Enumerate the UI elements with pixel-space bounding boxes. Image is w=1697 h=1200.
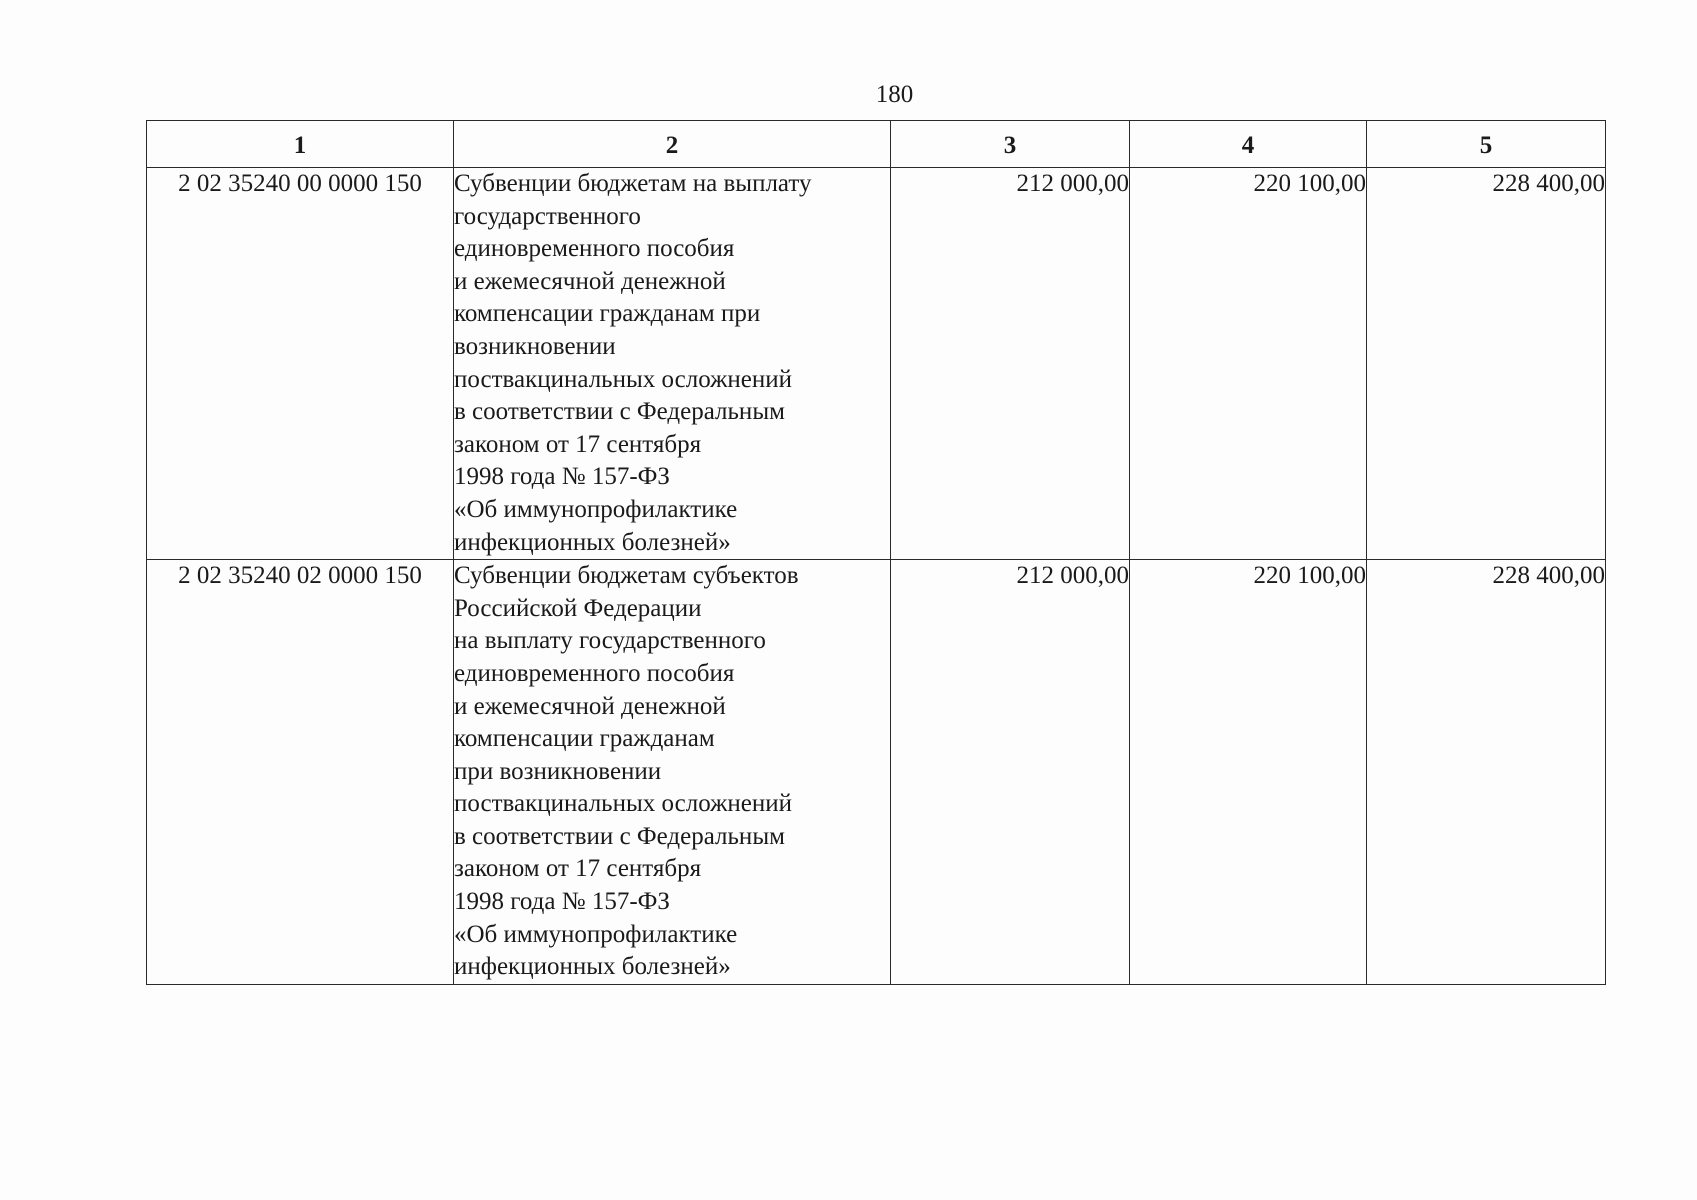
income-code-cell: 2 02 35240 02 0000 150 — [147, 560, 454, 985]
name-line: 1998 года № 157-ФЗ — [454, 888, 670, 916]
amount-col-3-cell: 212 000,00 — [891, 560, 1130, 985]
name-line: поствакцинальных осложнений — [454, 790, 792, 818]
header-col-5: 5 — [1367, 121, 1606, 168]
amount-col-3-cell: 212 000,00 — [891, 168, 1130, 560]
header-col-4: 4 — [1130, 121, 1367, 168]
name-line: и ежемесячной денежной — [454, 267, 726, 295]
amount-col-4-cell: 220 100,00 — [1130, 168, 1367, 560]
table-row — [147, 560, 1606, 985]
name-line: в соответствии с Федеральным — [454, 398, 785, 426]
name-line: на выплату государственного — [454, 627, 766, 655]
table-header-row — [147, 121, 1606, 168]
name-line: инфекционных болезней» — [454, 528, 731, 556]
name-line: единовременного пособия — [454, 235, 735, 263]
name-line: государственного — [454, 202, 641, 230]
amount-col-5-cell: 228 400,00 — [1367, 168, 1606, 560]
income-code-cell: 2 02 35240 00 0000 150 — [147, 168, 454, 560]
name-line: законом от 17 сентября — [454, 430, 702, 458]
name-line: Российской Федерации — [454, 594, 702, 622]
amount-col-4-cell: 220 100,00 — [1130, 560, 1367, 985]
income-name-cell — [454, 168, 891, 560]
header-col-3: 3 — [891, 121, 1130, 168]
name-line: «Об иммунопрофилактике — [454, 920, 738, 948]
name-line: инфекционных болезней» — [454, 953, 731, 981]
table-row — [147, 168, 1606, 560]
name-line: компенсации гражданам при — [454, 300, 761, 328]
name-line: законом от 17 сентября — [454, 855, 702, 883]
amount-col-5-cell: 228 400,00 — [1367, 560, 1606, 985]
name-line: поствакцинальных осложнений — [454, 365, 792, 393]
name-line: в соответствии с Федеральным — [454, 822, 785, 850]
name-line: единовременного пособия — [454, 659, 735, 687]
name-line: возникновении — [454, 332, 616, 360]
name-line: при возникновении — [454, 757, 662, 785]
income-name-cell — [454, 560, 891, 985]
name-line: 1998 года № 157-ФЗ — [454, 463, 670, 491]
name-line: Субвенции бюджетам субъектов — [454, 562, 799, 590]
name-line: и ежемесячной денежной — [454, 692, 726, 720]
page-number: 180 — [875, 81, 914, 108]
name-line: компенсации гражданам — [454, 725, 715, 753]
name-line: «Об иммунопрофилактике — [454, 495, 738, 523]
header-col-1: 1 — [147, 121, 454, 168]
name-line: Субвенции бюджетам на выплату — [454, 170, 812, 197]
budget-table — [146, 120, 1606, 985]
header-col-2: 2 — [454, 121, 891, 168]
